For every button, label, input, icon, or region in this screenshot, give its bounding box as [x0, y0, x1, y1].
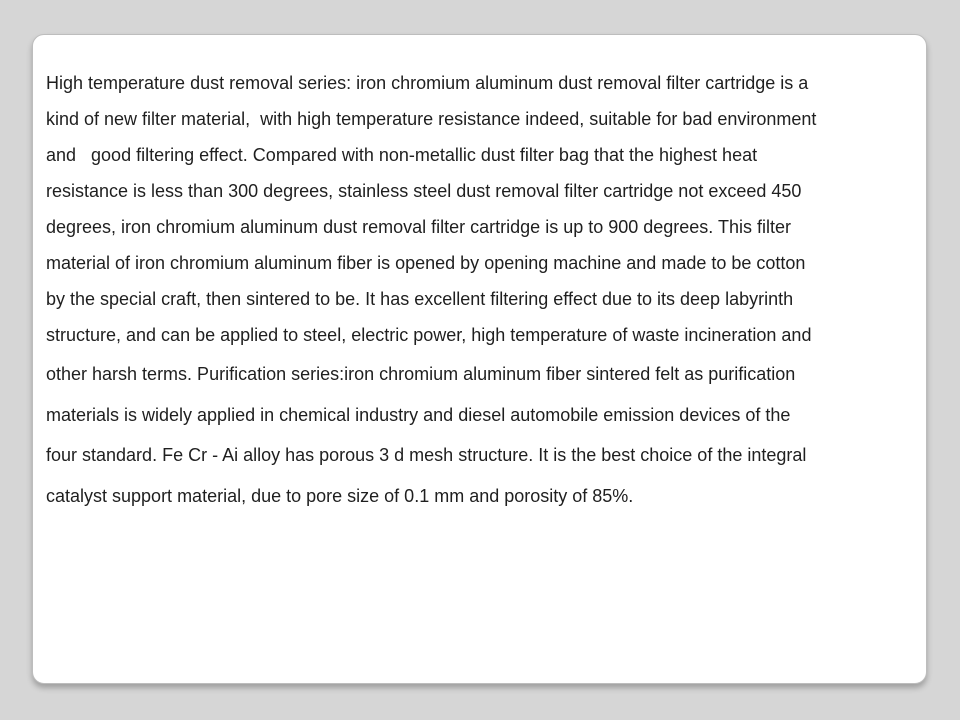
text-line: four standard. Fe Cr - Ai alloy has porous 3 d mesh structure. It is the best choice of the integral — [46, 445, 807, 465]
text-line: and good filtering effect. Compared with non-metallic dust filter bag that the highest heat — [46, 145, 758, 165]
text-line: by the special craft, then sintered to be. It has excellent filtering effect due to its deep labyrinth — [46, 289, 794, 309]
text-line: catalyst support material, due to pore size of 0.1 mm and porosity of 85%. — [46, 486, 634, 506]
text-line: kind of new filter material, with high temperature resistance indeed, suitable for bad environment — [46, 109, 817, 129]
text-line: resistance is less than 300 degrees, stainless steel dust removal filter cartridge not exceed 450 — [46, 181, 802, 201]
body-paragraph — [46, 65, 921, 506]
text-line: other harsh terms. Purification series:iron chromium aluminum fiber sintered felt as purification — [46, 364, 796, 384]
text-line: structure, and can be applied to steel, electric power, high temperature of waste incineration and — [46, 325, 812, 345]
text-line: High temperature dust removal series: iron chromium aluminum dust removal filter cartridge is a — [46, 73, 809, 93]
text-line: degrees, iron chromium aluminum dust removal filter cartridge is up to 900 degrees. This filter — [46, 217, 791, 237]
text-line: materials is widely applied in chemical industry and diesel automobile emission devices of the — [46, 405, 791, 425]
text-line: material of iron chromium aluminum fiber is opened by opening machine and made to be cotton — [46, 253, 806, 273]
